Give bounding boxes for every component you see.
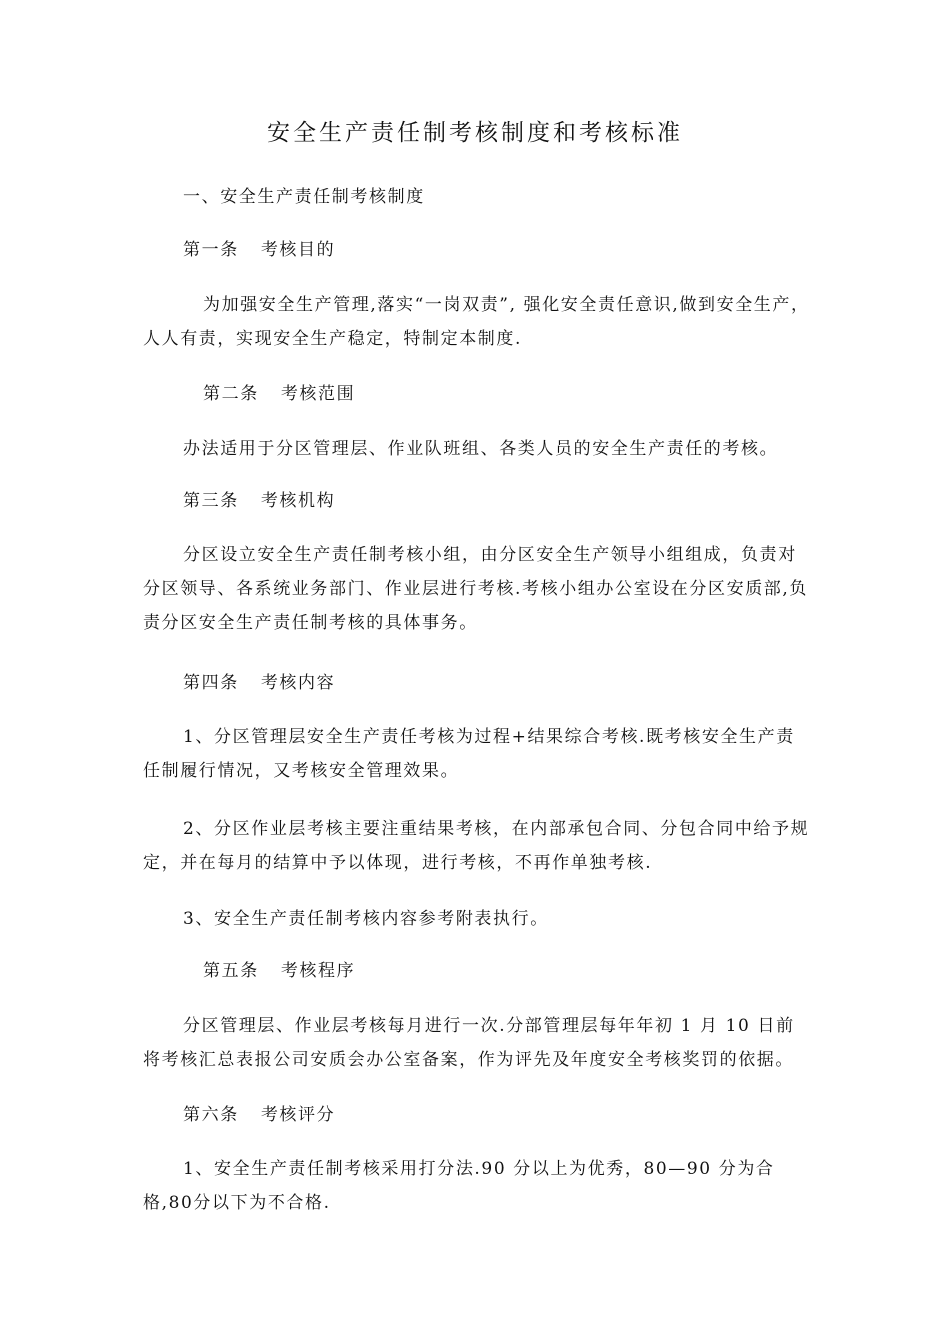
section-heading: 一、安全生产责任制考核制度 [183,187,425,207]
article-name: 考核机构 [260,491,336,511]
document-title: 安全生产责任制考核制度和考核标准 [267,120,683,146]
paragraph-text: 办法适用于分区管理层、作业队班组、各类人员的安全生产责任的考核。 [183,439,779,459]
article-5-heading [203,954,355,988]
article-5-body [143,1009,811,1077]
article-number: 第三条 [183,491,239,511]
article-number: 第五条 [203,961,259,981]
article-1-heading [183,233,335,267]
paragraph-text: 分区设立安全生产责任制考核小组，由分区安全生产领导小组组成，负责对分区领导、各系统业务部门、作业层进行考核.考核小组办公室设在分区安质部,负责分区安全生产责任制考核的具体事务。 [143,545,809,633]
article-6-item-1 [143,1152,811,1220]
article-4-heading [183,666,335,700]
article-name: 考核范围 [280,384,356,404]
list-item-text: 2、分区作业层考核主要注重结果考核，在内部承包合同、分包合同中给予规定，并在每月的结算中予以体现，进行考核，不再作单独考核. [143,819,810,873]
article-4-item-3 [143,902,811,936]
paragraph-text: 分区管理层、作业层考核每月进行一次.分部管理层每年年初 1 月 10 日前将考核汇总表报公司安质会办公室备案，作为评先及年度安全考核奖罚的依据。 [143,1016,795,1070]
article-4-item-2 [143,812,811,880]
list-item-text: 1、分区管理层安全生产责任考核为过程+结果综合考核.既考核安全生产责任制履行情况，又考核安全管理效果。 [143,727,795,781]
article-3-body [143,538,811,640]
article-2-body [143,432,811,466]
article-number: 第六条 [183,1105,239,1125]
article-number: 第二条 [203,384,259,404]
article-name: 考核内容 [260,673,336,693]
list-item-text: 3、安全生产责任制考核内容参考附表执行。 [183,909,549,929]
article-1-body [143,288,811,356]
article-4-item-1 [143,720,811,788]
article-number: 第一条 [183,240,239,260]
list-item-text: 1、安全生产责任制考核采用打分法.90 分以上为优秀，80—90 分为合格,80分以下为不合格. [143,1159,775,1213]
article-number: 第四条 [183,673,239,693]
article-name: 考核评分 [260,1105,336,1125]
article-2-heading [203,377,355,411]
paragraph-text: 为加强安全生产管理,落实“一岗双责”, 强化安全责任意识,做到安全生产，人人有责，实现安全生产稳定，特制定本制度. [143,295,810,349]
article-6-heading [183,1098,335,1132]
article-3-heading [183,484,335,518]
article-name: 考核程序 [280,961,356,981]
article-name: 考核目的 [260,240,336,260]
